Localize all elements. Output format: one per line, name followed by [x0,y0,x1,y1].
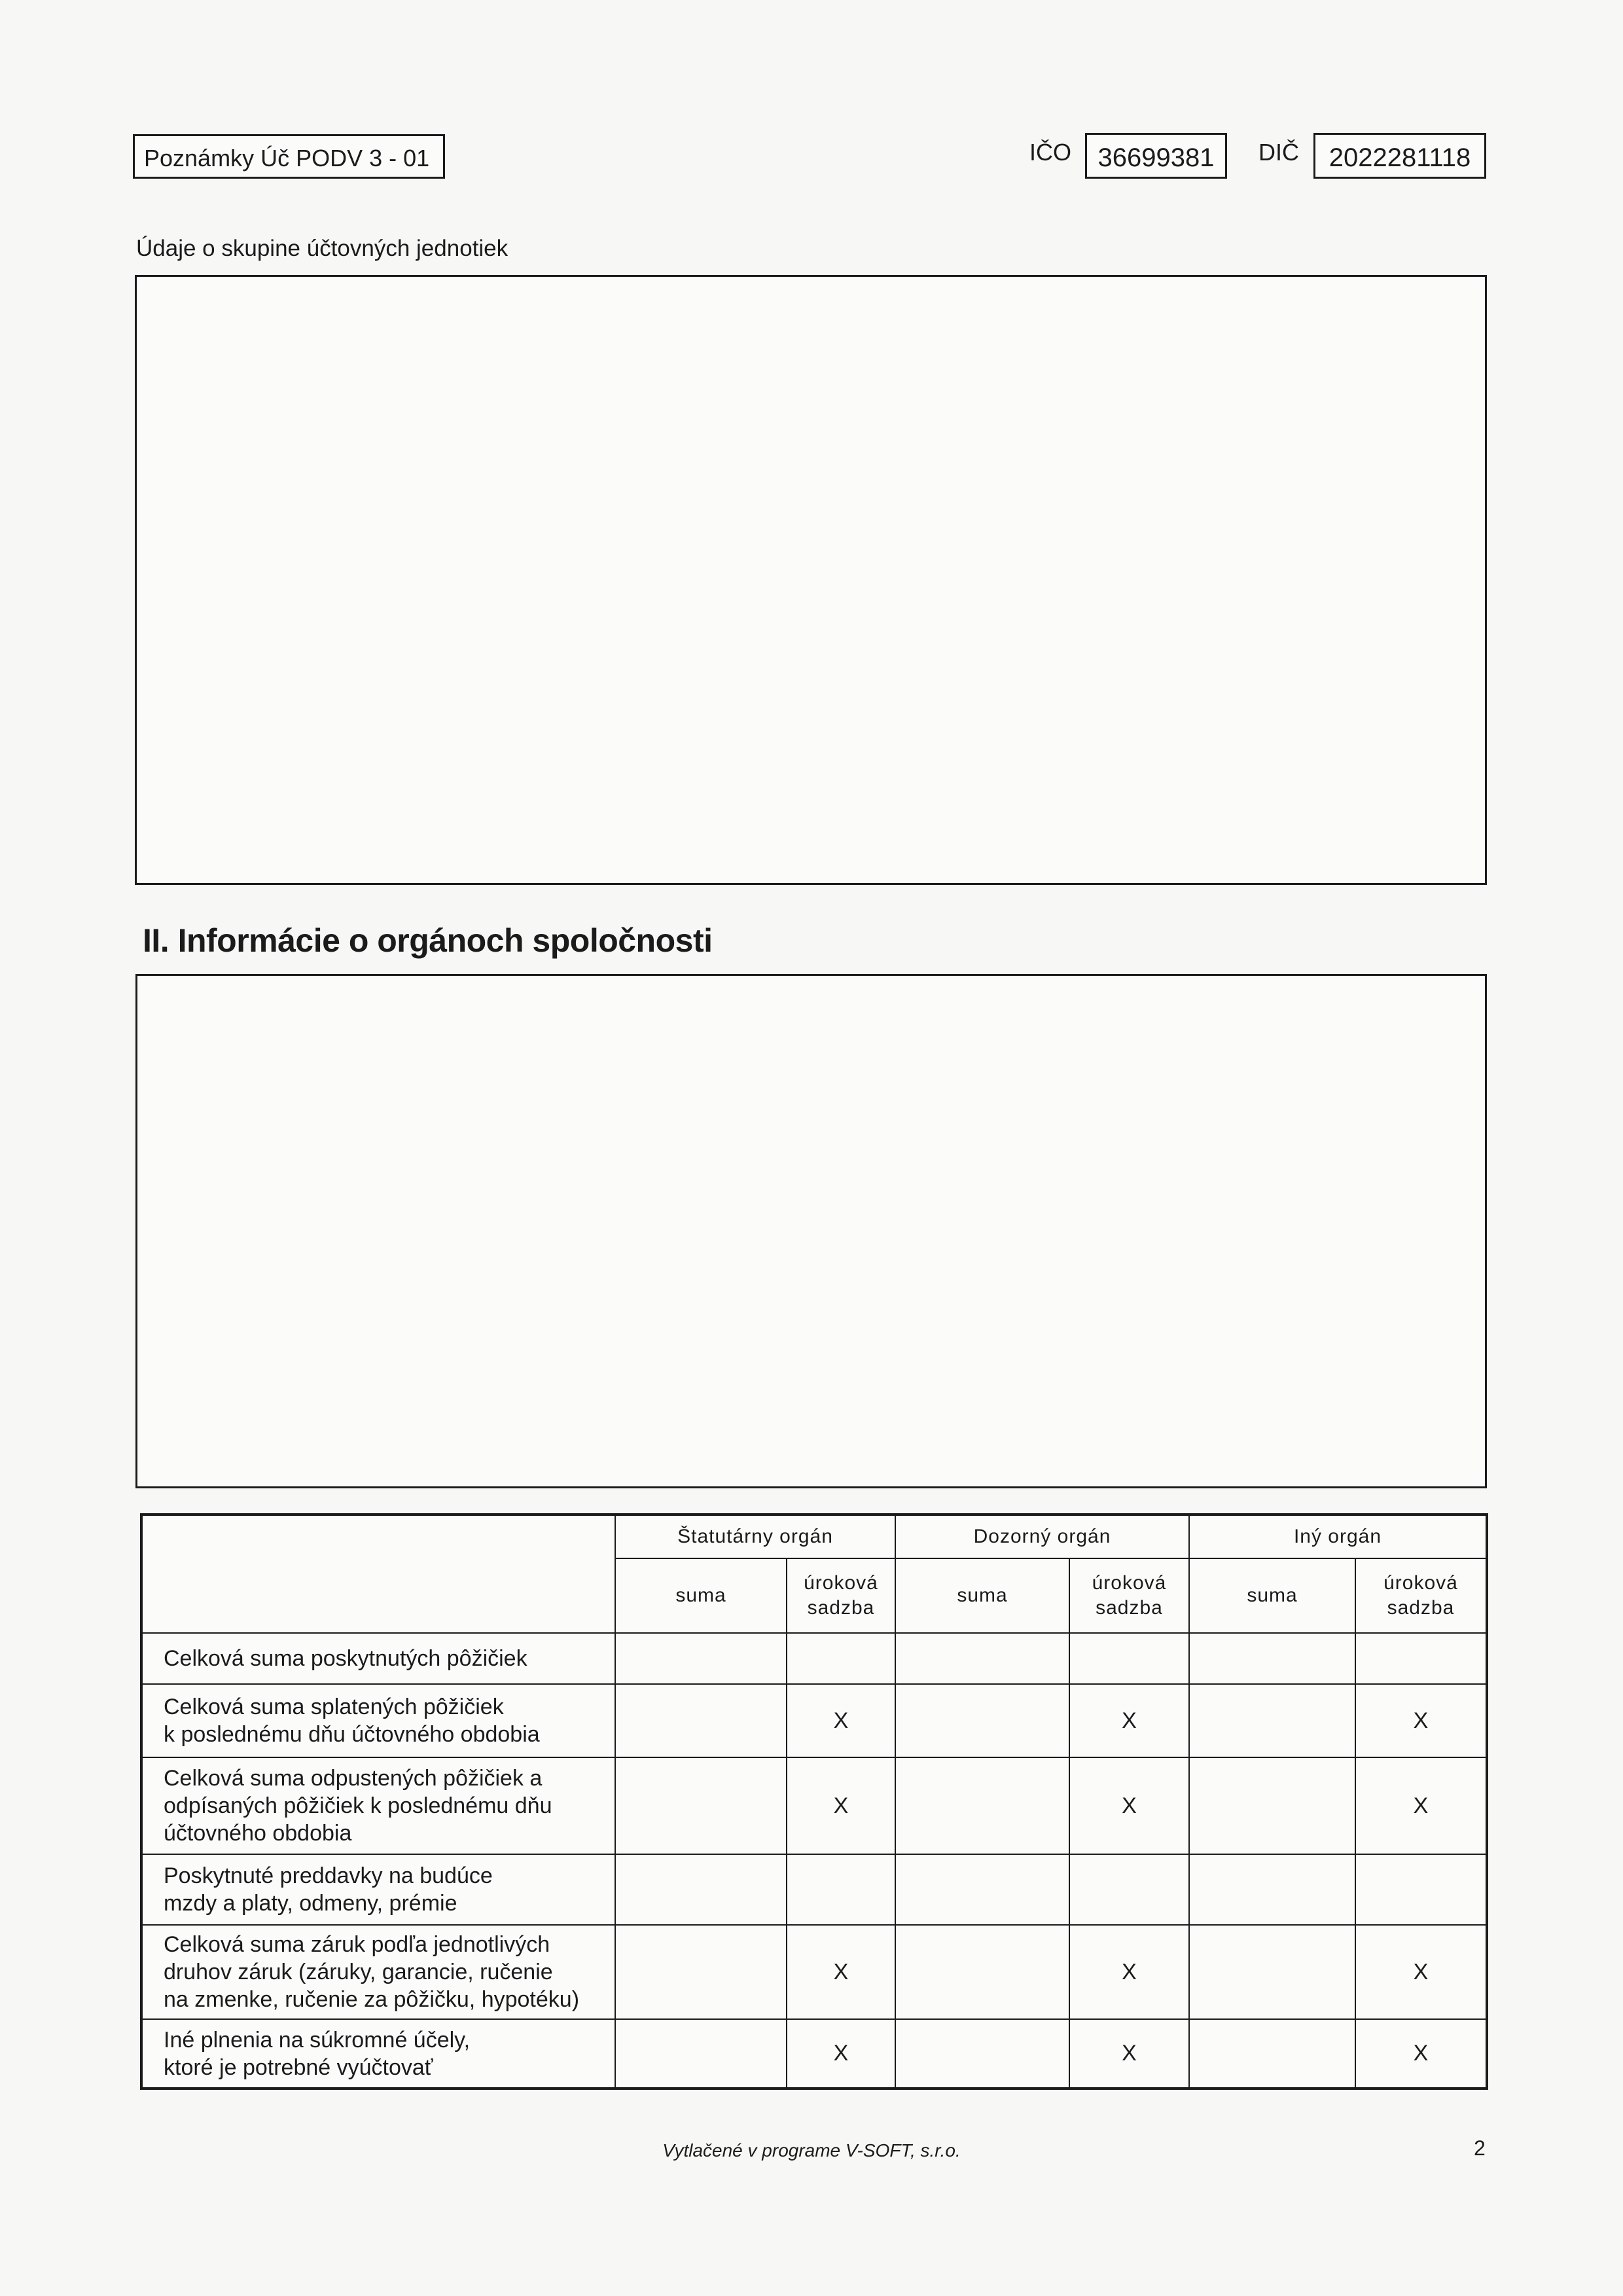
row-label: Celková suma odpustených pôžičiek a odpísaných pôžičiek k poslednému dňu účtovného obdobia [141,1757,615,1854]
cell-value [615,2019,787,2089]
cell-value [787,1633,895,1684]
cell-value: X [787,2019,895,2089]
dic-label: DIČ [1258,139,1299,166]
cell-value [1189,2019,1355,2089]
table-row [141,1757,1487,1854]
empty-corner-cell [141,1515,615,1633]
organs-section-text-area [135,974,1487,1488]
subheader-interest-rate: úroková sadzba [787,1558,895,1633]
subheader-suma: suma [895,1558,1069,1633]
cell-value [1189,1684,1355,1757]
cell-value: X [1069,1684,1189,1757]
cell-value: X [787,1757,895,1854]
cell-value [615,1757,787,1854]
subheader-suma: suma [1189,1558,1355,1633]
cell-value: X [1069,1925,1189,2019]
cell-value [615,1633,787,1684]
cell-value [615,1925,787,2019]
form-code-box: Poznámky Úč PODV 3 - 01 [133,134,445,179]
subheader-suma: suma [615,1558,787,1633]
ico-label: IČO [1029,139,1072,166]
organs-section-title: II. Informácie o orgánoch spoločnosti [143,922,713,959]
cell-value [1189,1633,1355,1684]
cell-value [1069,1854,1189,1925]
cell-value: X [1355,1684,1487,1757]
cell-value [787,1854,895,1925]
cell-value [895,1684,1069,1757]
cell-value [895,1757,1069,1854]
cell-value: X [787,1684,895,1757]
cell-value: X [787,1925,895,2019]
cell-value: X [1355,1925,1487,2019]
row-label: Celková suma splatených pôžičiek k poslednému dňu účtovného obdobia [141,1684,615,1757]
cell-value: X [1355,2019,1487,2089]
cell-value: X [1355,1757,1487,1854]
row-label: Celková suma poskytnutých pôžičiek [141,1633,615,1684]
header-supervisory-organ: Dozorný orgán [895,1515,1189,1558]
cell-value [1069,1633,1189,1684]
cell-value [1189,1925,1355,2019]
table-row [141,1854,1487,1925]
row-label: Iné plnenia na súkromné účely, ktoré je potrebné vyúčtovať [141,2019,615,2089]
cell-value [895,1925,1069,2019]
printed-by-footer: Vytlačené v programe V-SOFT, s.r.o. [662,2140,961,2161]
cell-value: X [1069,1757,1189,1854]
cell-value [1189,1757,1355,1854]
cell-value [615,1854,787,1925]
subheader-interest-rate: úroková sadzba [1355,1558,1487,1633]
table-row [141,1684,1487,1757]
table-row [141,1633,1487,1684]
subheader-interest-rate: úroková sadzba [1069,1558,1189,1633]
row-label: Poskytnuté preddavky na budúce mzdy a platy, odmeny, prémie [141,1854,615,1925]
table-row [141,2019,1487,2089]
group-section-label: Údaje o skupine účtovných jednotiek [136,236,508,261]
cell-value [895,2019,1069,2089]
group-section-text-area [135,275,1487,885]
cell-value [1355,1633,1487,1684]
cell-value [895,1633,1069,1684]
dic-value: 2022281118 [1313,133,1486,179]
cell-value [1189,1854,1355,1925]
row-label: Celková suma záruk podľa jednotlivých druhov záruk (záruky, garancie, ručenie na zmenke, ručenie za pôžičku, hypotéku) [141,1925,615,2019]
ico-value: 36699381 [1085,133,1227,179]
table-header-row [141,1515,1487,1558]
table-row [141,1925,1487,2019]
header-other-organ: Iný orgán [1189,1515,1487,1558]
cell-value [895,1854,1069,1925]
cell-value [1355,1854,1487,1925]
page-number: 2 [1474,2136,1486,2160]
cell-value: X [1069,2019,1189,2089]
header-statutory-organ: Štatutárny orgán [615,1515,895,1558]
loans-table [140,1513,1488,2090]
cell-value [615,1684,787,1757]
